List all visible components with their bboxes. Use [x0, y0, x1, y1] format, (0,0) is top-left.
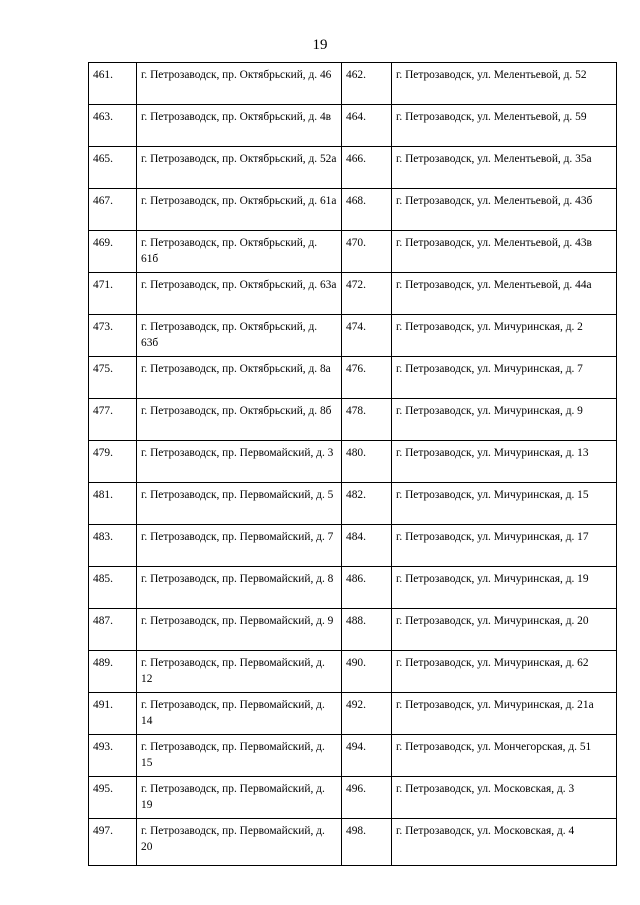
address-left: г. Петрозаводск, пр. Октябрьский, д. 63а — [137, 273, 342, 315]
row-number-left: 479. — [89, 441, 137, 483]
page-number: 19 — [312, 37, 328, 53]
row-number-left: 469. — [89, 231, 137, 273]
row-number-right: 472. — [342, 273, 392, 315]
table-row — [89, 483, 617, 525]
table-row — [89, 189, 617, 231]
address-right: г. Петрозаводск, ул. Мичуринская, д. 62 — [392, 651, 617, 693]
address-left: г. Петрозаводск, пр. Первомайский, д. 5 — [137, 483, 342, 525]
table-row — [89, 651, 617, 693]
table-row — [89, 315, 617, 357]
address-right: г. Петрозаводск, ул. Мичуринская, д. 13 — [392, 441, 617, 483]
row-number-left: 495. — [89, 777, 137, 819]
address-right: г. Петрозаводск, ул. Мичуринская, д. 21а — [392, 693, 617, 735]
row-number-right: 488. — [342, 609, 392, 651]
table-row — [89, 777, 617, 819]
table-row — [89, 147, 617, 189]
row-number-left: 489. — [89, 651, 137, 693]
row-number-left: 485. — [89, 567, 137, 609]
row-number-left: 463. — [89, 105, 137, 147]
address-right: г. Петрозаводск, ул. Мичуринская, д. 19 — [392, 567, 617, 609]
table-row — [89, 735, 617, 777]
address-left: г. Петрозаводск, пр. Первомайский, д. 15 — [137, 735, 342, 777]
address-right: г. Петрозаводск, ул. Мичуринская, д. 7 — [392, 357, 617, 399]
address-left: г. Петрозаводск, пр. Октябрьский, д. 63б — [137, 315, 342, 357]
row-number-left: 461. — [89, 63, 137, 105]
address-right: г. Петрозаводск, ул. Мичуринская, д. 15 — [392, 483, 617, 525]
row-number-right: 484. — [342, 525, 392, 567]
row-number-right: 474. — [342, 315, 392, 357]
row-number-right: 496. — [342, 777, 392, 819]
table-row — [89, 63, 617, 105]
table-row — [89, 231, 617, 273]
address-right: г. Петрозаводск, ул. Московская, д. 4 — [392, 819, 617, 866]
table-row — [89, 525, 617, 567]
address-right: г. Петрозаводск, ул. Московская, д. 3 — [392, 777, 617, 819]
address-left: г. Петрозаводск, пр. Первомайский, д. 20 — [137, 819, 342, 866]
row-number-right: 480. — [342, 441, 392, 483]
row-number-right: 490. — [342, 651, 392, 693]
address-right: г. Петрозаводск, ул. Мелентьевой, д. 44а — [392, 273, 617, 315]
address-right: г. Петрозаводск, ул. Мончегорская, д. 51 — [392, 735, 617, 777]
address-left: г. Петрозаводск, пр. Октябрьский, д. 8а — [137, 357, 342, 399]
address-right: г. Петрозаводск, ул. Мелентьевой, д. 59 — [392, 105, 617, 147]
row-number-right: 486. — [342, 567, 392, 609]
table-row — [89, 441, 617, 483]
address-left: г. Петрозаводск, пр. Первомайский, д. 19 — [137, 777, 342, 819]
row-number-right: 482. — [342, 483, 392, 525]
address-right: г. Петрозаводск, ул. Мелентьевой, д. 35а — [392, 147, 617, 189]
address-left: г. Петрозаводск, пр. Первомайский, д. 14 — [137, 693, 342, 735]
row-number-right: 464. — [342, 105, 392, 147]
row-number-right: 478. — [342, 399, 392, 441]
address-right: г. Петрозаводск, ул. Мичуринская, д. 17 — [392, 525, 617, 567]
address-left: г. Петрозаводск, пр. Первомайский, д. 9 — [137, 609, 342, 651]
row-number-left: 493. — [89, 735, 137, 777]
table-row — [89, 819, 617, 866]
address-left: г. Петрозаводск, пр. Первомайский, д. 3 — [137, 441, 342, 483]
row-number-left: 483. — [89, 525, 137, 567]
address-left: г. Петрозаводск, пр. Октябрьский, д. 46 — [137, 63, 342, 105]
table-row — [89, 273, 617, 315]
address-left: г. Петрозаводск, пр. Первомайский, д. 12 — [137, 651, 342, 693]
row-number-right: 462. — [342, 63, 392, 105]
row-number-left: 467. — [89, 189, 137, 231]
row-number-right: 466. — [342, 147, 392, 189]
address-left: г. Петрозаводск, пр. Октябрьский, д. 8б — [137, 399, 342, 441]
address-left: г. Петрозаводск, пр. Октябрьский, д. 61б — [137, 231, 342, 273]
row-number-right: 470. — [342, 231, 392, 273]
row-number-left: 497. — [89, 819, 137, 866]
address-right: г. Петрозаводск, ул. Мелентьевой, д. 43в — [392, 231, 617, 273]
address-left: г. Петрозаводск, пр. Первомайский, д. 7 — [137, 525, 342, 567]
address-right: г. Петрозаводск, ул. Мичуринская, д. 2 — [392, 315, 617, 357]
address-right: г. Петрозаводск, ул. Мичуринская, д. 9 — [392, 399, 617, 441]
row-number-left: 473. — [89, 315, 137, 357]
row-number-left: 465. — [89, 147, 137, 189]
table-row — [89, 609, 617, 651]
table-row — [89, 693, 617, 735]
address-left: г. Петрозаводск, пр. Октябрьский, д. 52а — [137, 147, 342, 189]
address-right: г. Петрозаводск, ул. Мичуринская, д. 20 — [392, 609, 617, 651]
row-number-right: 494. — [342, 735, 392, 777]
row-number-left: 471. — [89, 273, 137, 315]
address-left: г. Петрозаводск, пр. Октябрьский, д. 61а — [137, 189, 342, 231]
table-row — [89, 399, 617, 441]
table-row — [89, 357, 617, 399]
address-left: г. Петрозаводск, пр. Первомайский, д. 8 — [137, 567, 342, 609]
address-left: г. Петрозаводск, пр. Октябрьский, д. 4в — [137, 105, 342, 147]
row-number-right: 492. — [342, 693, 392, 735]
row-number-right: 498. — [342, 819, 392, 866]
row-number-right: 476. — [342, 357, 392, 399]
table-row — [89, 105, 617, 147]
row-number-left: 481. — [89, 483, 137, 525]
row-number-left: 487. — [89, 609, 137, 651]
table-row — [89, 567, 617, 609]
row-number-left: 475. — [89, 357, 137, 399]
address-table — [88, 62, 617, 866]
address-right: г. Петрозаводск, ул. Мелентьевой, д. 43б — [392, 189, 617, 231]
row-number-right: 468. — [342, 189, 392, 231]
address-right: г. Петрозаводск, ул. Мелентьевой, д. 52 — [392, 63, 617, 105]
row-number-left: 477. — [89, 399, 137, 441]
row-number-left: 491. — [89, 693, 137, 735]
address-table-body — [89, 63, 617, 866]
